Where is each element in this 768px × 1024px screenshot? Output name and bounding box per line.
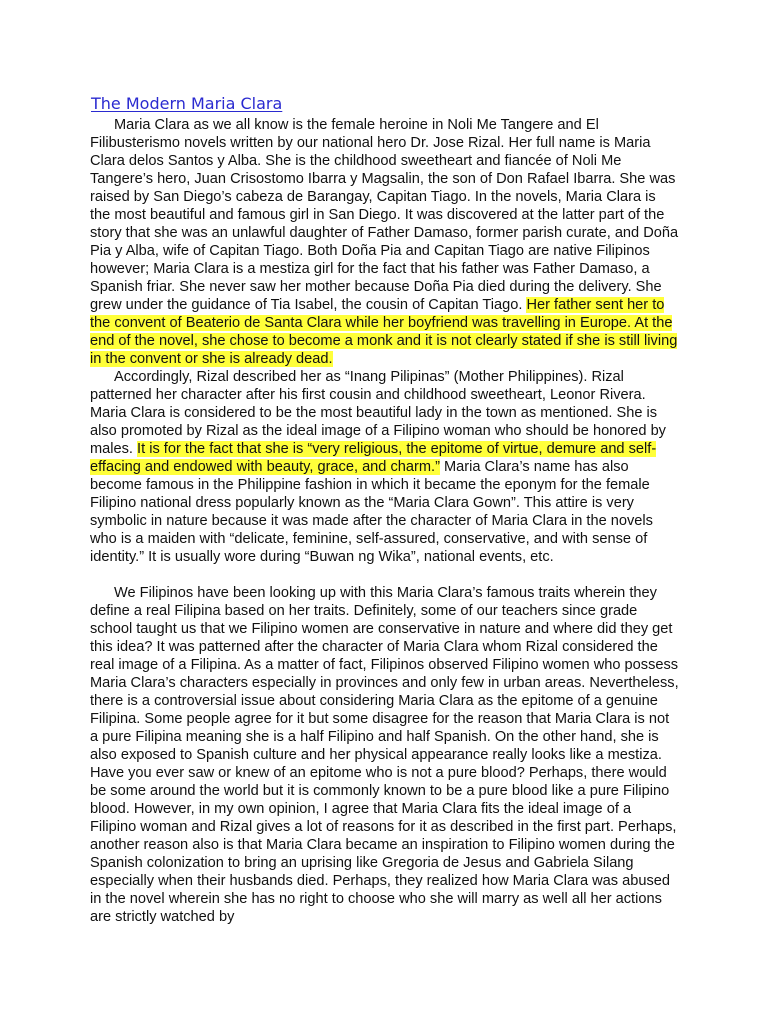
paragraph-2 — [90, 368, 680, 566]
paragraph-3 — [90, 584, 680, 926]
paragraph-1-highlight: Her father sent her to the convent of Beaterio de Santa Clara while her boyfriend was travelling in Europe. At the end of the novel, she chose to become a monk and it is not clearly stated if she is still living in the convent or she is already dead. — [90, 297, 678, 367]
paragraph-3-text: We Filipinos have been looking up with this Maria Clara’s famous traits wherein they define a real Filipina based on her traits. Definitely, some of our teachers since grade school taught us that we Filipino women are conservative in nature and where did they get this idea? It was patterned after the character of Maria Clara whom Rizal considered the real image of a Filipina. As a matter of fact, Filipinos observed Filipino women who possess Maria Clara’s characters especially in provinces and only few in urban areas. Nevertheless, there is a controversial issue about considering Maria Clara as the epitome of a genuine Filipina. Some people agree for it but some disagree for the reason that Maria Clara is not a pure Filipina meaning she is a half Filipino and half Spanish. On the other hand, she is also exposed to Spanish culture and her physical appearance really looks like a mestiza. Have you ever saw or knew of an epitome who is not a pure blood? Perhaps, there would be some around the world but it is commonly known to be a pure blood like a pure Filipino blood. However, in my own opinion, I agree that Maria Clara fits the ideal image of a Filipino woman and Rizal gives a lot of reasons for it as described in the first part. Perhaps, another reason also is that Maria Clara became an inspiration to Filipino women during the Spanish colonization to bring an uprising like Gregoria de Jesus and Gabriela Silang especially when their husbands died. Perhaps, they realized how Maria Clara was abused in the novel wherein she has no right to choose who she will marry as well all her actions are strictly watched by — [90, 585, 679, 925]
paragraph-2-highlight: It is for the fact that she is “very religious, the epitome of virtue, demure and self-effacing and endowed with beauty, grace, and charm.” — [90, 441, 657, 475]
paragraph-1-text: Maria Clara as we all know is the female heroine in Noli Me Tangere and El Filibusterismo novels written by our national hero Dr. Jose Rizal. Her full name is Maria Clara delos Santos y Alba. She is the childhood sweetheart and fiancée of Noli Me Tangere’s hero, Juan Crisostomo Ibarra y Magsalin, the son of Don Rafael Ibarra. She was raised by San Diego’s cabeza de Barangay, Capitan Tiago. In the novels, Maria Clara is the most beautiful and famous girl in San Diego. It was discovered at the latter part of the story that she was an unlawful daughter of Father Damaso, former parish curate, and Doña Pia y Alba, wife of Capitan Tiago. Both Doña Pia and Capitan Tiago are native Filipinos however; Maria Clara is a mestiza girl for the fact that his father was Father Damaso, a Spanish friar. She never saw her mother because Doña Pia died during the delivery. She grew under the guidance of Tia Isabel, the cousin of Capitan Tiago. — [90, 117, 679, 313]
document-title: The Modern Maria Clara — [91, 94, 283, 113]
paragraph-2-text-end: Maria Clara’s name has also become famous in the Philippine fashion in which it became the eponym for the female Filipino national dress popularly known as the “Maria Clara Gown”. This attire is very symbolic in nature because it was made after the character of Maria Clara in the novels who is a maiden with “delicate, feminine, self-assured, conservative, and with sense of identity.” It is usually wore during “Buwan ng Wika”, national events, etc. — [90, 459, 653, 565]
document-body — [90, 116, 680, 926]
paragraph-1 — [90, 116, 680, 368]
paragraph-2-text-start: Accordingly, Rizal described her as “Inang Pilipinas” (Mother Philippines). Rizal patterned her character after his first cousin and childhood sweetheart, Leonor Rivera. Maria Clara is considered to be the most beautiful lady in the town as mentioned. She is also promoted by Rizal as the ideal image of a Filipino woman who should be honored by males. — [90, 369, 666, 457]
